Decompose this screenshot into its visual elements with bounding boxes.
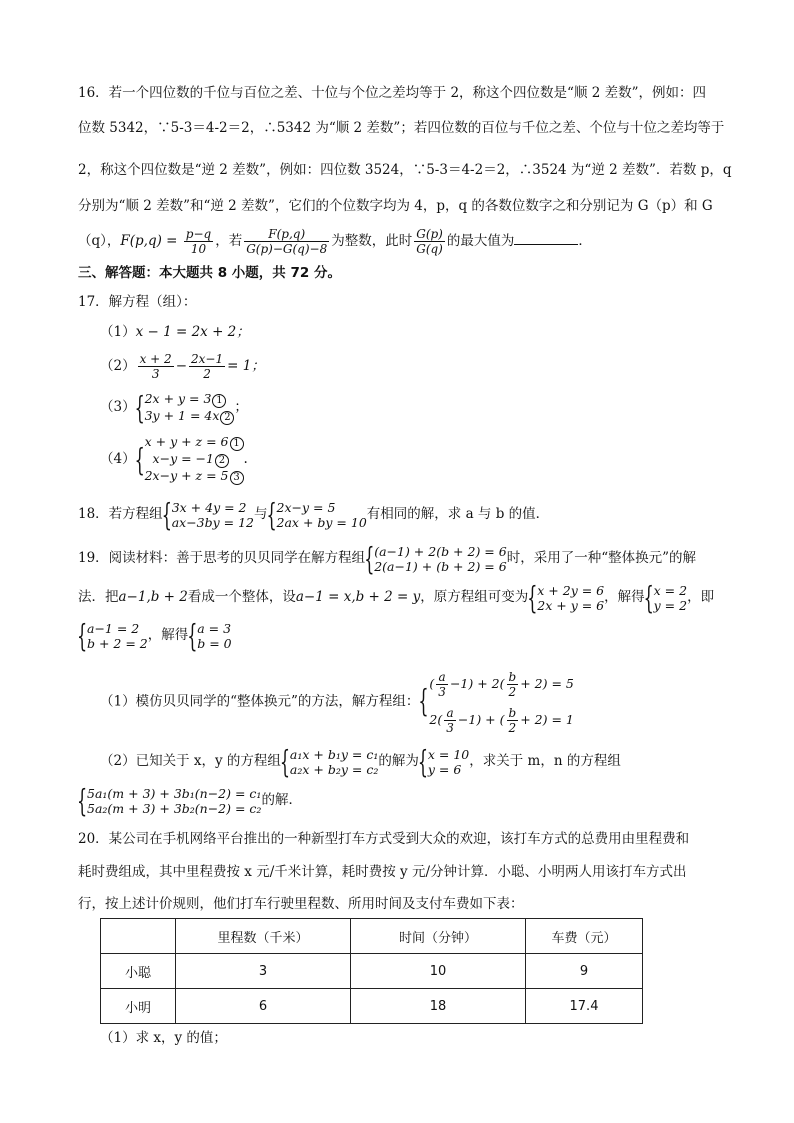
table-cell: 6 xyxy=(176,989,351,1024)
circled-number: 2 xyxy=(220,411,234,425)
circled-number: 1 xyxy=(212,394,226,408)
circled-number: 1 xyxy=(230,437,244,451)
equation-system: { x = 10 y = 6 xyxy=(419,747,469,777)
table-cell: 3 xyxy=(176,954,351,989)
equation-tail: = 1； xyxy=(227,358,265,374)
q20-line-1: 20．某公司在手机网络平台推出的一种新型打车方式受到大众的欢迎，该打车方式的总费用由里程费和 xyxy=(78,831,690,847)
table-cell: 小明 xyxy=(101,989,176,1024)
fare-table xyxy=(100,918,643,1024)
equation-system: { x + y + z = 6 1 x−y = −1 2 2x−y + z = 5 3 xyxy=(136,434,244,485)
math: a−1,b + 2 xyxy=(118,589,188,605)
text: 时，采用了一种“整体换元”的解 xyxy=(506,550,697,566)
table-header-cell: 时间（分钟） xyxy=(351,919,526,954)
text: ，解得 xyxy=(604,589,645,605)
q16-text-e: 的最大值为 xyxy=(446,233,515,249)
text: （2）已知关于 x，y 的方程组 xyxy=(100,753,281,769)
equation-system: { ( $\frac{a}{3}$ −1) + 2( $\frac{b}{2}$ + 2) = 5 2( $\frac{a}{3}$ −1) + ( $\frac{b}{2}$ + 2) = 1 xyxy=(419,666,573,738)
equation: x − 1 = 2x + 2； xyxy=(135,324,250,340)
text: ，即 xyxy=(687,589,715,605)
equation-system: { x + 2y = 6 2x + y = 6 xyxy=(528,583,604,613)
part-label: （2） xyxy=(100,358,136,374)
table-row xyxy=(101,989,643,1024)
q17-part-3 xyxy=(100,390,248,425)
equation-system: { a₁x + b₁y = c₁ a₂x + b₂y = c₂ xyxy=(281,747,378,777)
text: 看成一个整体，设 xyxy=(187,589,296,605)
part-label: （4） xyxy=(100,451,136,467)
text: 19．阅读材料：善于思考的贝贝同学在解方程组 xyxy=(78,550,366,566)
math: a−1 = x,b + 2 = y xyxy=(295,589,421,605)
fraction: $\frac{2x-1}{2}$ xyxy=(191,352,224,381)
q19-line-3 xyxy=(78,618,232,652)
q18-text-b: 与 xyxy=(254,506,268,522)
text: ，解得 xyxy=(147,627,189,643)
fraction: $\frac{b}{2}$ xyxy=(508,670,517,699)
equation-system: { a = 3 b = 0 xyxy=(188,621,231,651)
q16-fraction-1: $\frac{p-q}{10}$ xyxy=(185,227,212,256)
fraction: $\frac{a}{3}$ xyxy=(446,706,454,735)
answer-blank xyxy=(514,230,578,245)
circled-number: 2 xyxy=(215,454,229,468)
part-label: （1） xyxy=(100,324,136,340)
q16-text-c: ，若 xyxy=(215,233,243,249)
q16-text-a: （q）， xyxy=(78,233,121,249)
table-cell: 9 xyxy=(526,954,643,989)
table-cell: 18 xyxy=(351,989,526,1024)
table-header-row xyxy=(101,919,643,954)
text: ，求关于 m，n 的方程组 xyxy=(469,753,621,769)
text: （1）模仿贝贝同学的“整体换元”的方法，解方程组： xyxy=(100,693,420,710)
fraction: $\frac{a}{3}$ xyxy=(438,670,446,699)
q16-fraction-3: $\frac{G(p)}{G(q)}$ xyxy=(416,227,443,256)
table-row xyxy=(101,954,643,989)
q16-line-2: 位数 5342，∵5-3＝4-2＝2，∴5342 为“顺 2 差数”；若四位数的百位与千位之差、个位与十位之差均等于 xyxy=(78,120,725,136)
circled-number: 3 xyxy=(230,471,244,485)
part-label: （3） xyxy=(100,399,136,415)
equation-system: { 3x + 4y = 2 ax−3by = 12 xyxy=(163,500,254,530)
equation-system: { 5a₁(m + 3) + 3b₁(n−2) = c₁ 5a₂(m + 3) + 3b₂(n−2) = c₂ xyxy=(78,786,261,816)
q19-line-2 xyxy=(78,580,714,614)
section-heading: 三、解答题：本大题共 8 小题，共 72 分。 xyxy=(78,265,341,281)
q17-part-4 xyxy=(100,434,248,485)
q19-line-1 xyxy=(78,541,696,575)
q19-part-2 xyxy=(100,744,621,778)
fraction: $\frac{b}{2}$ xyxy=(508,706,517,735)
q17-part-2 xyxy=(100,350,265,382)
text: 的解． xyxy=(261,792,302,808)
q19-part-1 xyxy=(100,666,574,738)
q16-line-5 xyxy=(78,226,592,256)
fraction: $\frac{x + 2}{3}$ xyxy=(139,352,172,381)
minus-sign: − xyxy=(175,358,187,374)
table-header-cell: 里程数（千米） xyxy=(176,919,351,954)
q16-line-3: 2，称这个四位数是“逆 2 差数”，例如：四位数 3524，∵5-3＝4-2＝2，∴3524 为“逆 2 差数”．若数 p，q xyxy=(78,162,732,178)
q19-part-2-system xyxy=(78,783,302,817)
q16-period: ． xyxy=(578,233,592,249)
punct: . xyxy=(243,451,248,467)
table-cell: 小聪 xyxy=(101,954,176,989)
table-header-cell xyxy=(101,919,176,954)
q18-text-c: 有相同的解，求 a 与 b 的值． xyxy=(366,506,550,522)
text: 的解为 xyxy=(378,753,419,769)
equation-system: { (a−1) + 2(b + 2) = 6 2(a−1) + (b + 2) = 6 xyxy=(365,544,507,574)
punct: ； xyxy=(234,399,248,415)
q18-text-a: 18．若方程组 xyxy=(78,506,163,522)
q20-part-1: （1）求 x，y 的值； xyxy=(100,1030,227,1046)
equation-system: { 2x−y = 5 2ax + by = 10 xyxy=(268,500,367,530)
q20-line-2: 耗时费组成，其中里程费按 x 元/千米计算，耗时费按 y 元/分钟计算．小聪、小明两人用该打车方式出 xyxy=(78,864,687,880)
equation-system: { 2x + y = 3 1 3y + 1 = 4x 2 xyxy=(136,391,235,425)
text: ，原方程组可变为 xyxy=(420,589,529,605)
table-header-cell: 车费（元） xyxy=(526,919,643,954)
q16-text-d: 为整数，此时 xyxy=(331,233,413,249)
table-cell: 10 xyxy=(351,954,526,989)
q16-f-def: F(p,q) = xyxy=(120,233,178,249)
q17-title: 17．解方程（组）： xyxy=(78,294,197,310)
q16-line-4: 分别为“顺 2 差数”和“逆 2 差数”，它们的个位数字均为 4，p，q 的各数位数字之和分别记为 G（p）和 G xyxy=(78,198,713,214)
q17-part-1 xyxy=(100,322,250,342)
q18 xyxy=(78,497,549,531)
table-cell: 17.4 xyxy=(526,989,643,1024)
text: 法．把 xyxy=(78,589,119,605)
q16-fraction-2: $\frac{F(p,q)}{G(p)-G(q)-8}$ xyxy=(246,227,328,256)
equation-system: { x = 2 y = 2 xyxy=(645,583,687,613)
equation-system: { a−1 = 2 b + 2 = 2 xyxy=(78,621,148,651)
q20-line-3: 行，按上述计价规则，他们打车行驶里程数、所用时间及支付车费如下表： xyxy=(78,896,524,912)
q16-line-1: 16．若一个四位数的千位与百位之差、十位与个位之差均等于 2，称这个四位数是“顺 2 差数”，例如：四 xyxy=(78,85,707,101)
